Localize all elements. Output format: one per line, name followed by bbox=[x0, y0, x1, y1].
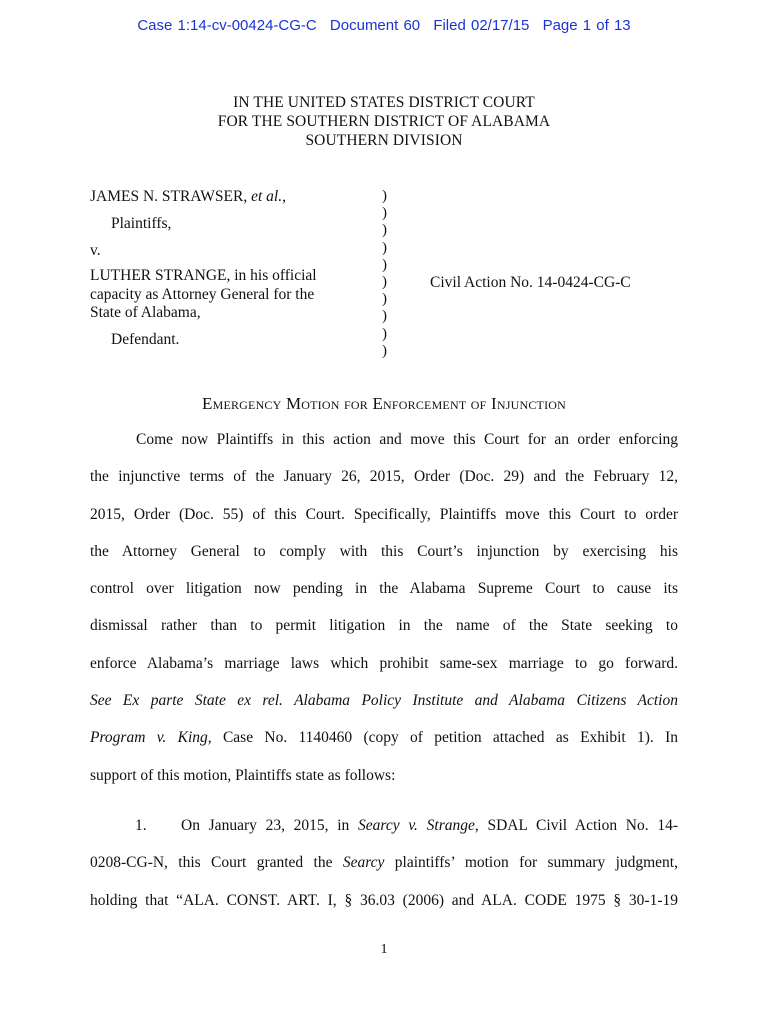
case-name-italic: Searcy v. Strange bbox=[358, 817, 475, 834]
plaintiff-name bbox=[90, 188, 286, 206]
body-line-text: On January 23, 2015, in bbox=[181, 817, 359, 834]
plaintiffs-label: Plaintiffs, bbox=[111, 215, 172, 232]
body-line bbox=[90, 815, 678, 852]
paragraph-number: 1. bbox=[135, 817, 147, 834]
body-line bbox=[90, 429, 678, 466]
body-line-text: Case No. 1140460 (copy of petition attached as Exhibit 1). In bbox=[211, 729, 679, 747]
civil-action-number: Civil Action No. 14-0424-CG-C bbox=[430, 274, 631, 291]
paren: ) bbox=[382, 256, 387, 273]
body-line-mixed bbox=[90, 727, 678, 749]
court-line-1: IN THE UNITED STATES DISTRICT COURT bbox=[233, 94, 535, 111]
court-line-2: FOR THE SOUTHERN DISTRICT OF ALABAMA bbox=[217, 113, 551, 130]
versus-label: v. bbox=[90, 242, 101, 259]
paren: ) bbox=[382, 273, 387, 290]
body-line-text: 0208-CG-N, this Court granted the bbox=[90, 854, 343, 872]
defendant-label: Defendant. bbox=[111, 331, 180, 348]
paren: ) bbox=[382, 325, 387, 342]
body-line-text: the Attorney General to comply with this Court’s injunction by exercising his bbox=[90, 542, 678, 560]
body-line-text: dismissal rather than to permit litigation in the name of the State seeking to bbox=[90, 617, 678, 635]
body-line bbox=[90, 466, 678, 503]
body-line-text: control over litigation now pending in the Alabama Supreme Court to cause its bbox=[90, 580, 678, 598]
body-line bbox=[90, 653, 678, 690]
defendant-line-1: LUTHER STRANGE, in his official bbox=[90, 267, 317, 284]
body-line-text: holding that “ALA. CONST. ART. I, § 36.03 (2006) and ALA. CODE 1975 § 30-1-19 bbox=[90, 891, 678, 909]
document-number: Document 60 bbox=[329, 17, 421, 34]
body-line bbox=[90, 890, 678, 927]
intro-paragraph bbox=[90, 429, 678, 802]
defendant-line-2: capacity as Attorney General for the bbox=[90, 286, 315, 303]
body-line bbox=[90, 615, 678, 652]
defendant-line-3: State of Alabama, bbox=[90, 304, 201, 321]
body-line-text: enforce Alabama’s marriage laws which prohibit same-sex marriage to go forward. bbox=[90, 654, 678, 672]
body-line-mixed bbox=[181, 815, 678, 837]
body-line-text: the injunctive terms of the January 26, 2015, Order (Doc. 29) and the February 12, bbox=[90, 468, 678, 486]
page-number: 1 bbox=[380, 942, 388, 957]
body-line bbox=[90, 504, 678, 541]
paren: ) bbox=[382, 342, 387, 359]
case-name-italic: Searcy bbox=[342, 854, 385, 872]
paren: ) bbox=[382, 188, 387, 204]
body-line bbox=[90, 690, 678, 727]
plaintiff-etal: et al. bbox=[251, 188, 283, 205]
paren: ) bbox=[382, 205, 387, 222]
caption-parentheses bbox=[382, 188, 392, 360]
court-heading bbox=[0, 93, 768, 150]
case-number: Case 1:14-cv-00424-CG-C bbox=[137, 17, 317, 34]
plaintiff-comma: , bbox=[282, 188, 286, 205]
filed-date: Filed 02/17/15 bbox=[433, 17, 530, 34]
motion-title: Emergency Motion for Enforcement of Injunction bbox=[201, 394, 566, 413]
page-of-pages: Page 1 of 13 bbox=[542, 17, 631, 34]
body-line-text: , SDAL Civil Action No. 14- bbox=[474, 817, 679, 834]
body-line bbox=[90, 852, 678, 889]
paren: ) bbox=[382, 222, 387, 239]
body-line-text: 2015, Order (Doc. 55) of this Court. Specifically, Plaintiffs move this Court to order bbox=[90, 505, 678, 523]
plaintiff-name-text: JAMES N. STRAWSER, bbox=[90, 188, 248, 205]
body-line-text: Come now Plaintiffs in this action and move this Court for an order enforcing bbox=[136, 431, 678, 448]
body-line-text: support of this motion, Plaintiffs state as follows: bbox=[90, 766, 396, 784]
body-line bbox=[90, 727, 678, 764]
numbered-paragraph-1 bbox=[90, 815, 678, 927]
body-line-text: plaintiffs’ motion for summary judgment, bbox=[384, 854, 678, 872]
body-line bbox=[90, 765, 678, 802]
paren: ) bbox=[382, 239, 387, 256]
body-line-mixed bbox=[90, 852, 678, 874]
case-caption bbox=[90, 188, 690, 363]
paren: ) bbox=[382, 291, 387, 308]
paren: ) bbox=[382, 308, 387, 325]
case-header-stamp bbox=[0, 17, 768, 34]
case-citation-italic: See Ex parte State ex rel. Alabama Policy Institute and Alabama Citizens Action bbox=[90, 692, 678, 710]
case-citation-italic: Program v. King, bbox=[90, 729, 212, 747]
court-line-3: SOUTHERN DIVISION bbox=[305, 132, 463, 149]
body-line bbox=[90, 578, 678, 615]
body-line bbox=[90, 541, 678, 578]
